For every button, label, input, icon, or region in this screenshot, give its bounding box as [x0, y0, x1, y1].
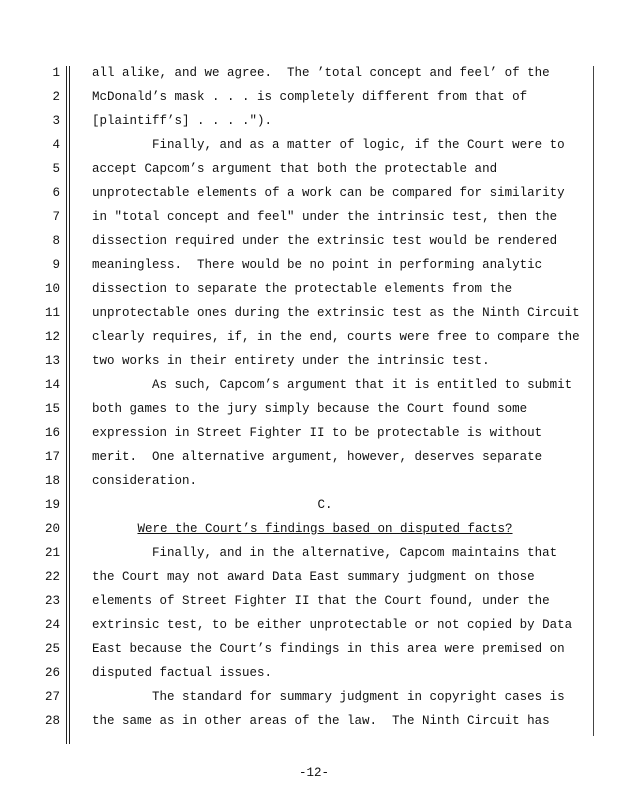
line-number: 19 — [44, 498, 60, 512]
page-number: -12- — [298, 766, 329, 780]
line-number: 22 — [44, 570, 60, 584]
line-text: [plaintiff’s] . . . ."). — [92, 114, 273, 128]
line-number: 20 — [44, 522, 60, 536]
pleading-line — [0, 446, 618, 468]
line-text: the same as in other areas of the law. The Ninth Circuit has — [92, 714, 550, 728]
line-text: merit. One alternative argument, however, deserves separate — [92, 450, 543, 464]
pleading-line — [0, 662, 618, 684]
pleading-line — [0, 398, 618, 420]
line-text: in "total concept and feel" under the intrinsic test, then the — [92, 210, 558, 224]
line-text: meaningless. There would be no point in performing analytic — [92, 258, 543, 272]
line-text: unprotectable elements of a work can be compared for similarity — [92, 186, 565, 200]
line-number: 10 — [44, 282, 60, 296]
line-number: 28 — [44, 714, 60, 728]
pleading-line — [0, 62, 618, 84]
line-number: 13 — [44, 354, 60, 368]
line-number: 16 — [44, 426, 60, 440]
section-heading: C. — [317, 498, 333, 512]
pleading-line — [0, 710, 618, 732]
pleading-line — [0, 302, 618, 324]
pleading-line — [0, 86, 618, 108]
line-text: accept Capcom’s argument that both the protectable and — [92, 162, 498, 176]
line-number: 21 — [44, 546, 60, 560]
line-text: the Court may not award Data East summary judgment on those — [92, 570, 535, 584]
pleading-line — [0, 158, 618, 180]
line-number: 12 — [44, 330, 60, 344]
pleading-line — [0, 518, 618, 540]
section-title: Were the Court’s findings based on disputed facts? — [137, 522, 513, 536]
line-text: extrinsic test, to be either unprotectable or not copied by Data — [92, 618, 573, 632]
pleading-line — [0, 230, 618, 252]
pleading-line — [0, 422, 618, 444]
line-number: 17 — [44, 450, 60, 464]
pleading-line — [0, 470, 618, 492]
pleading-line — [0, 206, 618, 228]
line-number: 18 — [44, 474, 60, 488]
line-number: 7 — [52, 210, 60, 224]
pleading-line — [0, 542, 618, 564]
line-number: 24 — [44, 618, 60, 632]
line-number: 6 — [52, 186, 60, 200]
line-text: two works in their entirety under the intrinsic test. — [92, 354, 490, 368]
pleading-line — [0, 182, 618, 204]
line-number: 8 — [52, 234, 60, 248]
line-number: 14 — [44, 378, 60, 392]
pleading-line — [0, 110, 618, 132]
line-text: As such, Capcom’s argument that it is entitled to submit — [92, 378, 573, 392]
line-text: East because the Court’s findings in this area were premised on — [92, 642, 565, 656]
line-number: 27 — [44, 690, 60, 704]
pleading-line — [0, 374, 618, 396]
line-number: 25 — [44, 642, 60, 656]
pleading-line — [0, 254, 618, 276]
pleading-line — [0, 590, 618, 612]
pleading-line — [0, 278, 618, 300]
pleading-line — [0, 566, 618, 588]
line-text: McDonald’s mask . . . is completely different from that of — [92, 90, 528, 104]
pleading-line — [0, 686, 618, 708]
line-number: 2 — [52, 90, 60, 104]
line-number: 15 — [44, 402, 60, 416]
line-text: elements of Street Fighter II that the Court found, under the — [92, 594, 550, 608]
line-text: dissection to separate the protectable elements from the — [92, 282, 513, 296]
line-text: expression in Street Fighter II to be protectable is without — [92, 426, 543, 440]
line-text: all alike, and we agree. The ’total concept and feel’ of the — [92, 66, 550, 80]
pleading-line — [0, 134, 618, 156]
line-number: 3 — [52, 114, 60, 128]
pleading-line — [0, 494, 618, 516]
line-number: 11 — [44, 306, 60, 320]
line-text: both games to the jury simply because the Court found some — [92, 402, 528, 416]
line-text: The standard for summary judgment in copyright cases is — [92, 690, 565, 704]
line-text: disputed factual issues. — [92, 666, 273, 680]
line-text: Finally, and in the alternative, Capcom maintains that — [92, 546, 558, 560]
line-text: clearly requires, if, in the end, courts were free to compare the — [92, 330, 580, 344]
line-number: 26 — [44, 666, 60, 680]
line-number: 1 — [52, 66, 60, 80]
pleading-line — [0, 350, 618, 372]
line-number: 5 — [52, 162, 60, 176]
line-number: 9 — [52, 258, 60, 272]
line-text: Finally, and as a matter of logic, if the Court were to — [92, 138, 565, 152]
line-number: 4 — [52, 138, 60, 152]
pleading-line — [0, 638, 618, 660]
line-number: 23 — [44, 594, 60, 608]
pleading-line — [0, 326, 618, 348]
line-text: dissection required under the extrinsic test would be rendered — [92, 234, 558, 248]
line-text: consideration. — [92, 474, 198, 488]
line-text: unprotectable ones during the extrinsic test as the Ninth Circuit — [92, 306, 580, 320]
pleading-line — [0, 614, 618, 636]
